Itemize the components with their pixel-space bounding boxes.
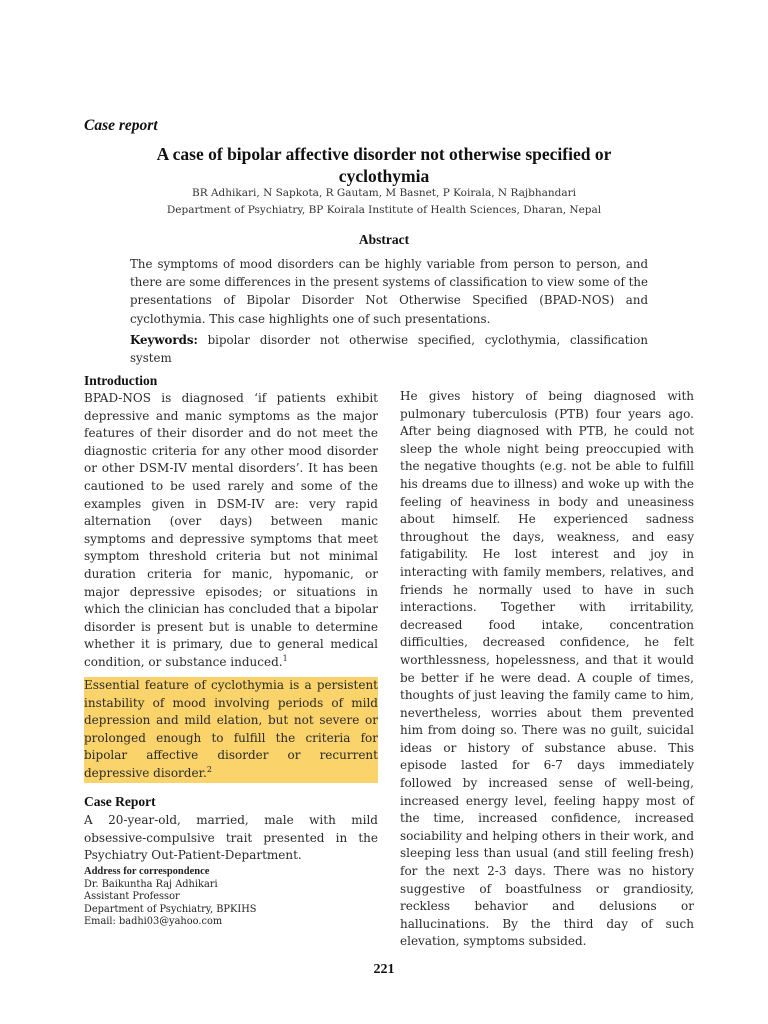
correspondence-line: Assistant Professor — [84, 891, 180, 903]
correspondence-heading: Address for correspondence — [84, 866, 210, 877]
affiliation: Department of Psychiatry, BP Koirala Institute of Health Sciences, Dharan, Nepal — [166, 204, 602, 216]
highlighted-paragraph — [84, 677, 378, 783]
reference-marker: 2 — [206, 764, 212, 774]
article-title: A case of bipolar affective disorder not otherwise specified or cyclothymia — [156, 144, 612, 186]
case-history-paragraph: He gives history of being diagnosed with pulmonary tuberculosis (PTB) four years ago. After being diagnosed with PTB, he could not sleep the whole night being preoccupied with the negative thoughts (e.g. not be able to fulfill his dreams due to illness) and woke up with the feeling of heaviness in body and uneasiness about himself. He experienced sadness throughout the days, weakness, and easy fatigability. He lost interest and joy in interacting with family members, relatives, and friends he normally used to have in such interactions. Together with irritability, decreased food intake, concentration difficulties, decreased confidence, he felt worthlessness, hopelessness, and that it would be better if he were dead. A couple of times, thoughts of just leaving the family came to him, nevertheless, worries about them prevented him from doing so. There was no guilt, suicidal ideas or history of substance abuse. This episode lasted for 6-7 days immediately followed by increased sense of well-being, increased energy level, feeling happy most of the time, increased confidence, increased sociability and helping others in their work, and sleeping less than usual (and still feeling fresh) for the next 2-3 days. There was no history suggestive of boastfulness or grandiosity, reckless behavior and delusions or hallucinations. By the third day of such elevation, symptoms subsided. — [400, 389, 694, 949]
abstract-text: The symptoms of mood disorders can be highly variable from person to person, and there are some differences in the present systems of classification to view some of the presentations of Bipolar Disorder Not Otherwise Specified (BPAD-NOS) and cyclothymia. This case highlights one of such presentations. — [130, 257, 648, 326]
author-list: BR Adhikari, N Sapkota, R Gautam, M Basnet, P Koirala, N Rajbhandari — [192, 187, 576, 199]
keywords — [130, 331, 648, 367]
introduction-paragraph — [84, 390, 378, 672]
abstract-heading: Abstract — [358, 232, 410, 247]
page-number: 221 — [373, 962, 395, 977]
correspondence-block — [84, 866, 378, 929]
keywords-label: Keywords: — [130, 333, 198, 347]
correspondence-email: Email: badhi03@yahoo.com — [84, 916, 223, 928]
correspondence-line: Dr. Baikuntha Raj Adhikari — [84, 878, 218, 890]
cyclothymia-definition: Essential feature of cyclothymia is a persistent instability of mood involving periods of mild depression and mild elation, but not severe or prolonged enough to fulfill the criteria for bipolar affective disorder or recurrent depressive disorder. — [84, 678, 378, 780]
correspondence-line: Department of Psychiatry, BPKIHS — [84, 903, 257, 915]
introduction-heading: Introduction — [84, 373, 158, 388]
case-report-heading: Case Report — [84, 794, 156, 809]
case-report-paragraph: A 20-year-old, married, male with mild obsessive-compulsive trait presented in the Psychiatry Out-Patient-Department. — [84, 813, 378, 863]
keywords-text: bipolar disorder not otherwise specified, cyclothymia, classification system — [130, 333, 649, 366]
article-type-label: Case report — [84, 117, 158, 134]
introduction-text: BPAD-NOS is diagnosed ‘if patients exhibit depressive and manic symptoms as the major features of their disorder and do not meet the diagnostic criteria for any other mood disorder or other DSM-IV mental disorders’. It has been cautioned to be used rarely and some of the examples given in DSM-IV are: very rapid alternation (over days) between manic symptoms and depressive symptoms that meet symptom threshold criteria but not minimal duration criteria for manic, hypomanic, or major depressive episodes; or situations in which the clinician has concluded that a bipolar disorder is present but is unable to determine whether it is primary, due to general medical condition, or substance induced. — [84, 391, 378, 669]
reference-marker: 1 — [282, 653, 288, 663]
